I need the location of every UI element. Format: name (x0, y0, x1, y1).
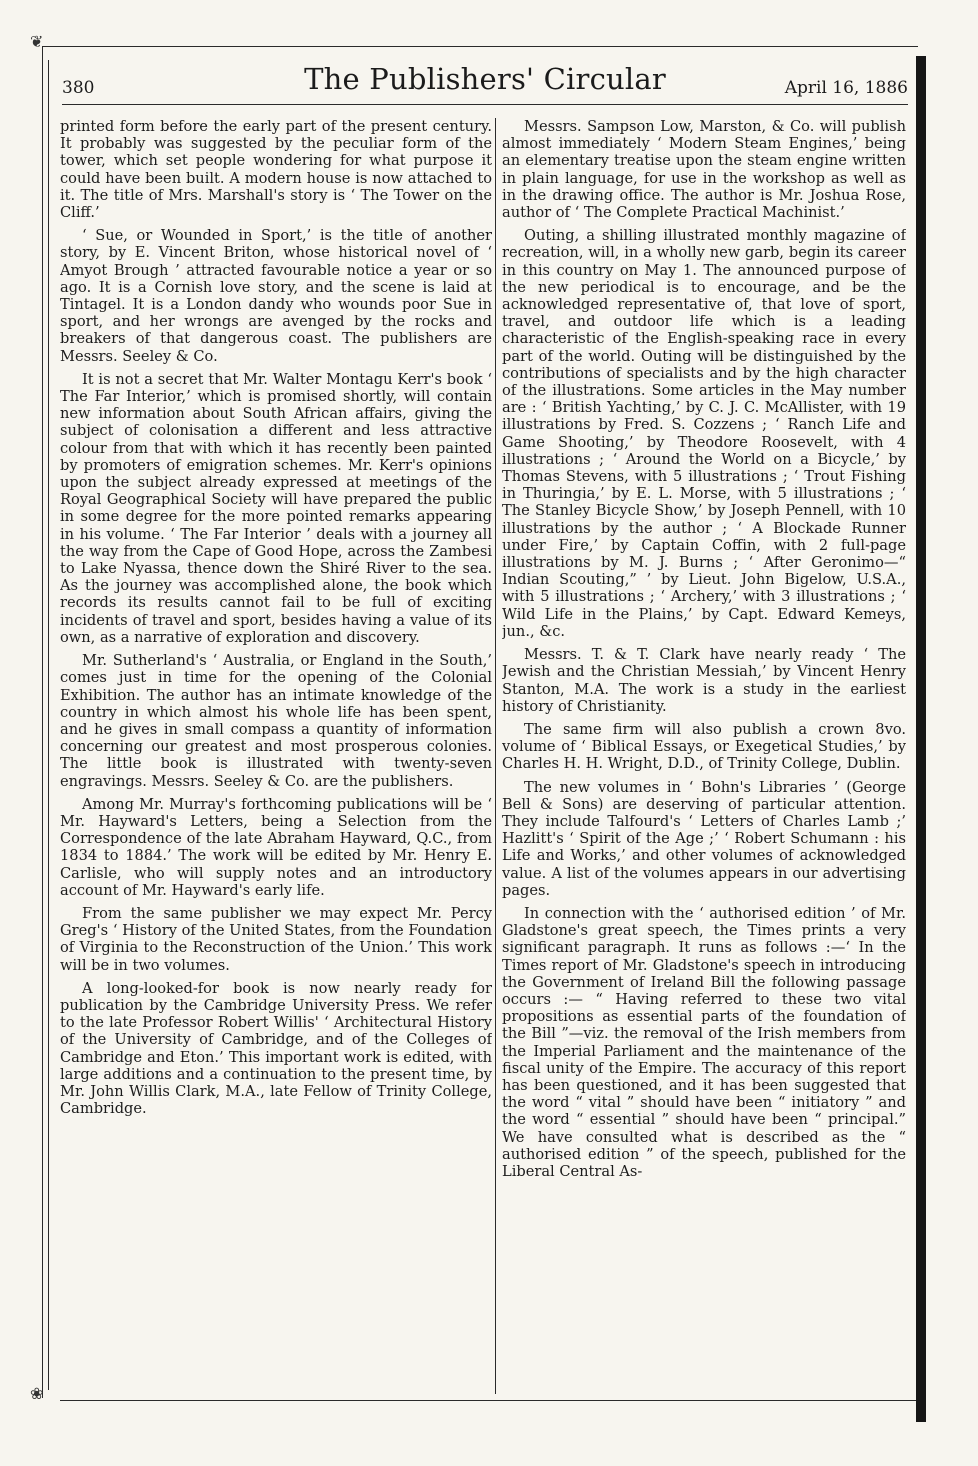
page-header (62, 60, 908, 105)
paragraph: The same firm will also publish a crown 8vo. volume of ‘ Biblical Essays, or Exegetical Studies,’ by Charles H. H. Wright, D.D., of Trinity College, Dublin. (502, 720, 906, 773)
page-frame-left-inner (48, 60, 49, 1390)
paragraph: From the same publisher we may expect Mr. Percy Greg's ‘ History of the United States, from the Foundation of Virginia to the Reconstruction of the Union.’ This work will be in two volumes. (60, 904, 492, 974)
right-column (502, 118, 906, 1394)
paragraph: Mr. Sutherland's ‘ Australia, or England in the South,’ comes just in time for the opening of the Colonial Exhibition. The author has an intimate knowledge of the country in which almost his whole life has been spent, and he gives in small compass a quantity of information concerning our greatest and most prosperous colonies. The little book is illustrated with twenty-seven engravings. Messrs. Seeley & Co. are the publishers. (60, 652, 492, 790)
paragraph: Outing, a shilling illustrated monthly magazine of recreation, will, in a wholly new garb, begin its career in this country on May 1. The announced purpose of the new periodical is to encourage, and be the acknowledged representative of, that love of sport, travel, and outdoor life which is a leading characteristic of the English-speaking race in every part of the world. Outing will be distinguished by the contributions of specialists and by the high character of the illustrations. Some articles in the May number are : ‘ British Yachting,’ by C. J. C. McAllister, with 19 illustrations by Fred. S. Cozzens ; ‘ Ranch Life and Game Shooting,’ by Theodore Roosevelt, with 4 illustrations ; ‘ Around the World on a Bicycle,’ by Thomas Stevens, with 5 illustrations ; ‘ Trout Fishing in Thuringia,’ by E. L. Morse, with 5 illustrations ; ‘ The Stanley Bicycle Show,’ by Joseph Pennell, with 10 illustrations by the author ; ‘ A Blockade Runner under Fire,’ by Captain Coffin, with 2 full-page illustrations by M. J. Burns ; ‘ After Geronimo—“ Indian Scouting,” ’ by Lieut. John Bigelow, U.S.A., with 5 illustrations ; ‘ Archery,’ with 3 illustrations ; ‘ Wild Life in the Plains,’ by Capt. Edward Kemeys, jun., &c. (502, 227, 906, 640)
corner-ornament-icon: ❦ (30, 32, 44, 51)
page-frame-left (42, 46, 43, 1398)
issue-date: April 16, 1886 (784, 78, 908, 98)
column-divider (495, 118, 496, 1394)
paragraph: It is not a secret that Mr. Walter Montagu Kerr's book ‘ The Far Interior,’ which is promised shortly, will contain new information about South African affairs, giving the subject of colonisation a different and less attractive colour from that with which it has recently been painted by promoters of emigration schemes. Mr. Kerr's opinions upon the subject already expressed at meetings of the Royal Geographical Society will have prepared the public in some degree for the more pointed remarks appearing in his volume. ‘ The Far Interior ’ deals with a journey all the way from the Cape of Good Hope, across the Zambesi to Lake Nyassa, thence down the Shiré River to the sea. As the journey was accomplished alone, the book which records its results cannot fail to be full of exciting incidents of travel and sport, besides having a value of its own, as a narrative of exploration and discovery. (60, 370, 492, 646)
corner-ornament-icon: ❀ (30, 1384, 44, 1403)
page-number: 380 (62, 78, 95, 98)
paragraph: In connection with the ‘ authorised edition ’ of Mr. Gladstone's great speech, the Times prints a very significant paragraph. It runs as follows :—‘ In the Times report of Mr. Gladstone's speech in introducing the Government of Ireland Bill the following passage occurs :— “ Having referred to these two vital propositions as essential parts of the foundation of the Bill ”—viz. the removal of the Irish members from the Imperial Parliament and the maintenance of the fiscal unity of the Empire. The accuracy of this report has been questioned, and it has been suggested that the word “ vital ” should have been “ initiatory ” and the word “ essential ” should have been “ principal.” We have consulted what is described as the “ authorised edition ” of the speech, published for the Liberal Central As- (502, 904, 906, 1180)
paragraph: The new volumes in ‘ Bohn's Libraries ’ (George Bell & Sons) are deserving of particular attention. They include Talfourd's ‘ Letters of Charles Lamb ;’ Hazlitt's ‘ Spirit of the Age ;’ ‘ Robert Schumann : his Life and Works,’ and other volumes of acknowledged value. A list of the volumes appears in our advertising pages. (502, 778, 906, 899)
paragraph: Messrs. T. & T. Clark have nearly ready ‘ The Jewish and the Christian Messiah,’ by Vincent Henry Stanton, M.A. The work is a study in the earliest history of Christianity. (502, 646, 906, 715)
page-frame-top (42, 46, 918, 47)
paragraph: Messrs. Sampson Low, Marston, & Co. will publish almost immediately ‘ Modern Steam Engines,’ being an elementary treatise upon the steam engine written in plain language, for use in the workshop as well as in the drawing office. The author is Mr. Joshua Rose, author of ‘ The Complete Practical Machinist.’ (502, 118, 906, 222)
paragraph: Among Mr. Murray's forthcoming publications will be ‘ Mr. Hayward's Letters, being a Selection from the Correspondence of the late Abraham Hayward, Q.C., from 1834 to 1884.’ The work will be edited by Mr. Henry E. Carlisle, who will supply notes and an introductory account of Mr. Hayward's early life. (60, 795, 492, 899)
paragraph: ‘ Sue, or Wounded in Sport,’ is the title of another story, by E. Vincent Briton, whose historical novel of ‘ Amyot Brough ’ attracted favourable notice a year or so ago. It is a Cornish love story, and the scene is laid at Tintagel. It is a London dandy who wounds poor Sue in sport, and her wrongs are avenged by the rocks and breakers of that dangerous coast. The publishers are Messrs. Seeley & Co. (60, 227, 492, 365)
paragraph: A long-looked-for book is now nearly ready for publication by the Cambridge University Press. We refer to the late Professor Robert Willis' ‘ Architectural History of the University of Cambridge, and of the Colleges of Cambridge and Eton.’ This important work is edited, with large additions and a continuation to the present time, by Mr. John Willis Clark, M.A., late Fellow of Trinity College, Cambridge. (60, 979, 492, 1118)
left-column (60, 118, 492, 1394)
page-frame-right (916, 56, 926, 1422)
page-frame-bottom (60, 1400, 920, 1401)
paragraph: printed form before the early part of the present century. It probably was suggested by the peculiar form of the tower, which set people wondering for what purpose it could have been built. A modern house is now attached to it. The title of Mrs. Marshall's story is ‘ The Tower on the Cliff.’ (60, 118, 492, 222)
journal-title: The Publishers' Circular (304, 62, 666, 96)
